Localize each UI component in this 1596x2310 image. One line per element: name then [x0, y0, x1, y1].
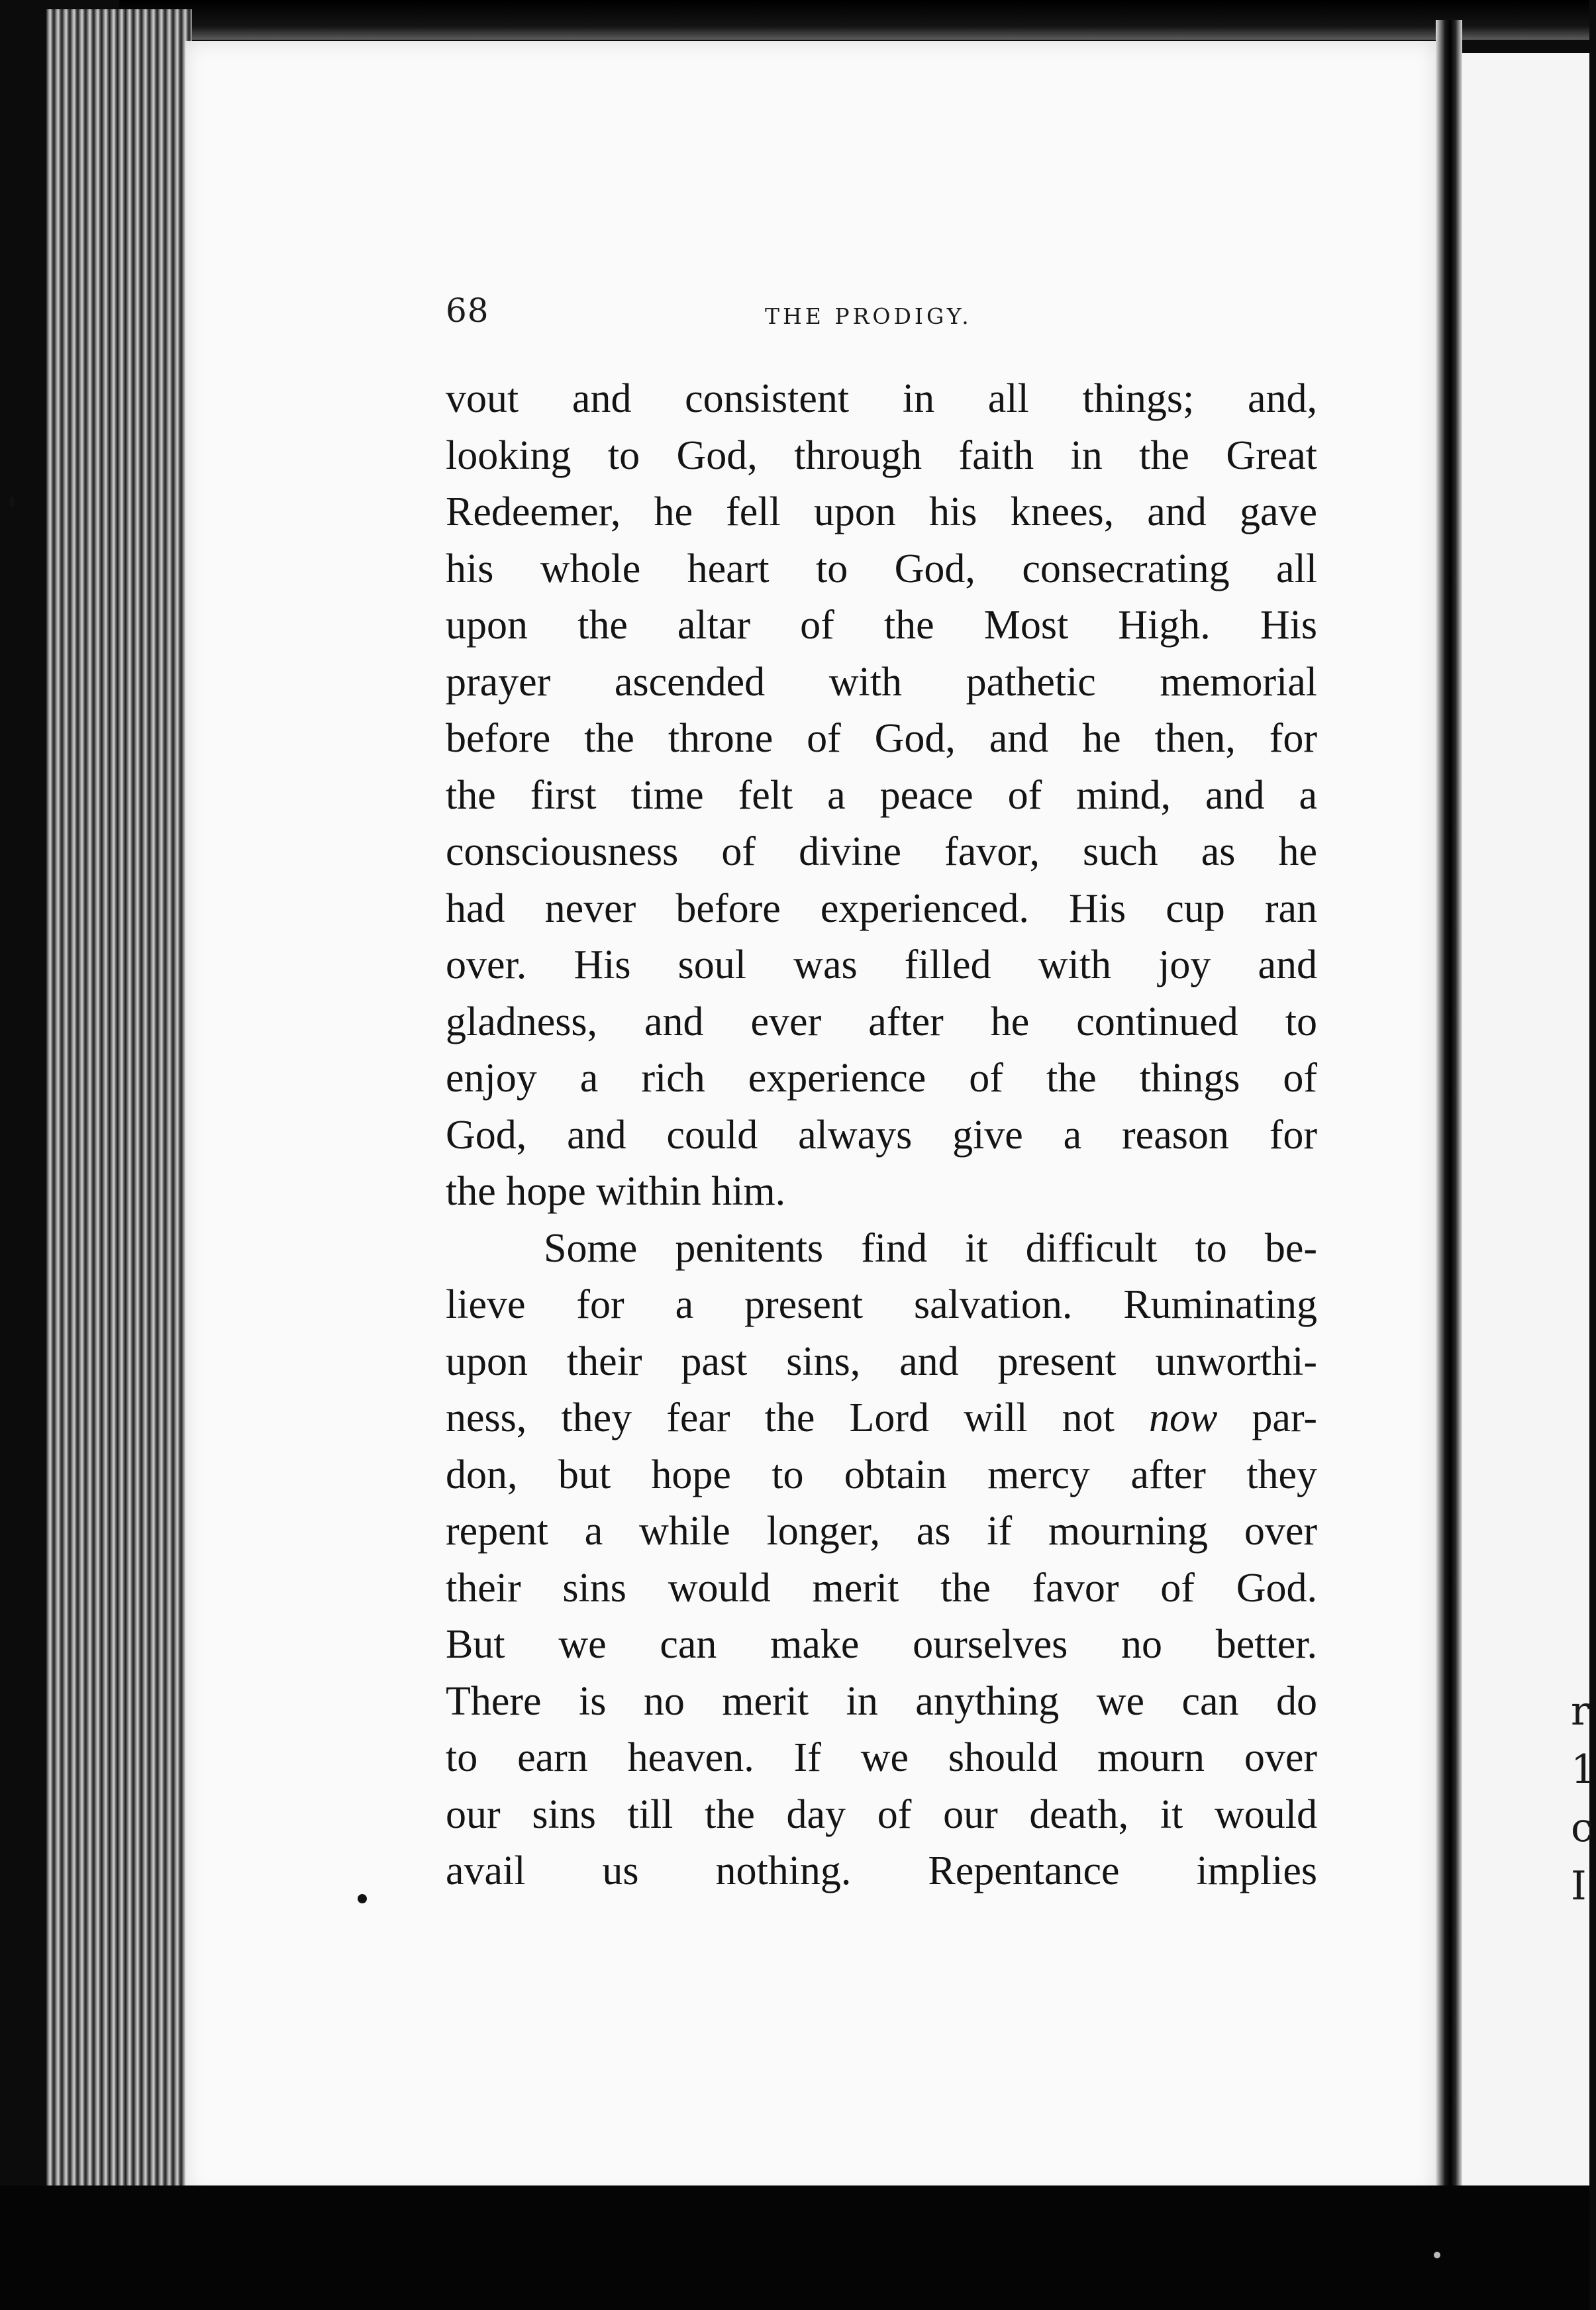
ink-speck	[1434, 2252, 1440, 2258]
page-fore-edge	[46, 9, 192, 2188]
ink-speck	[358, 1894, 367, 1903]
book-gutter	[1436, 20, 1462, 2199]
text-line: God, and could always give a reason for	[446, 1112, 1317, 1158]
adjacent-page-letter: c	[1571, 1805, 1593, 1851]
adjacent-page-letter: I	[1571, 1863, 1587, 1909]
text-line: But we can make ourselves no better.	[446, 1622, 1317, 1667]
adjacent-page-letter: r	[1571, 1688, 1590, 1734]
text-line: don, but hope to obtain mercy after they	[446, 1452, 1317, 1497]
text-line: their sins would merit the favor of God.	[446, 1565, 1317, 1611]
italic-emphasis: now	[1148, 1395, 1218, 1440]
text-run: par-	[1217, 1395, 1317, 1440]
text-run: ness, they fear the Lord will not	[446, 1395, 1149, 1440]
text-line: There is no merit in anything we can do	[446, 1678, 1317, 1724]
ink-speck	[9, 497, 15, 507]
text-line: gladness, and ever after he continued to	[446, 999, 1317, 1044]
text-line: prayer ascended with pathetic memorial	[446, 659, 1317, 705]
text-line: avail us nothing. Repentance implies	[446, 1848, 1317, 1893]
text-line-with-italic	[446, 1390, 1317, 1447]
body-text	[446, 371, 1317, 1900]
text-line: had never before experienced. His cup ran	[446, 885, 1317, 931]
text-line: our sins till the day of our death, it would	[446, 1791, 1317, 1837]
text-line: vout and consistent in all things; and,	[446, 376, 1317, 421]
text-line: consciousness of divine favor, such as he	[446, 829, 1317, 874]
page-number: 68	[446, 291, 489, 330]
text-line: his whole heart to God, consecrating all	[446, 546, 1317, 591]
text-line: the first time felt a peace of mind, and a	[446, 772, 1317, 818]
book-cover-edge	[119, 0, 1589, 40]
text-line: over. His soul was filled with joy and	[446, 942, 1317, 987]
text-line: enjoy a rich experience of the things of	[446, 1056, 1317, 1101]
paragraph-first-line: Some penitents find it difficult to be-	[544, 1225, 1317, 1271]
scan-bottom-border	[0, 2185, 1589, 2310]
text-line: upon their past sins, and present unworthi-	[446, 1338, 1317, 1384]
adjacent-page-edge-letters	[1571, 1682, 1596, 1915]
text-line: repent a while longer, as if mourning over	[446, 1509, 1317, 1554]
running-head-title: THE PRODIGY.	[765, 303, 972, 329]
text-line: upon the altar of the Most High. His	[446, 603, 1317, 648]
text-line: before the throne of God, and he then, for	[446, 716, 1317, 761]
text-line: lieve for a present salvation. Ruminating	[446, 1282, 1317, 1327]
adjacent-page-letter: 1	[1571, 1746, 1596, 1793]
text-line: looking to God, through faith in the Great	[446, 432, 1317, 478]
paragraph-end-line: the hope within him.	[446, 1169, 786, 1214]
text-line: to earn heaven. If we should mourn over	[446, 1735, 1317, 1780]
text-line: Redeemer, he fell upon his knees, and gave	[446, 489, 1317, 534]
